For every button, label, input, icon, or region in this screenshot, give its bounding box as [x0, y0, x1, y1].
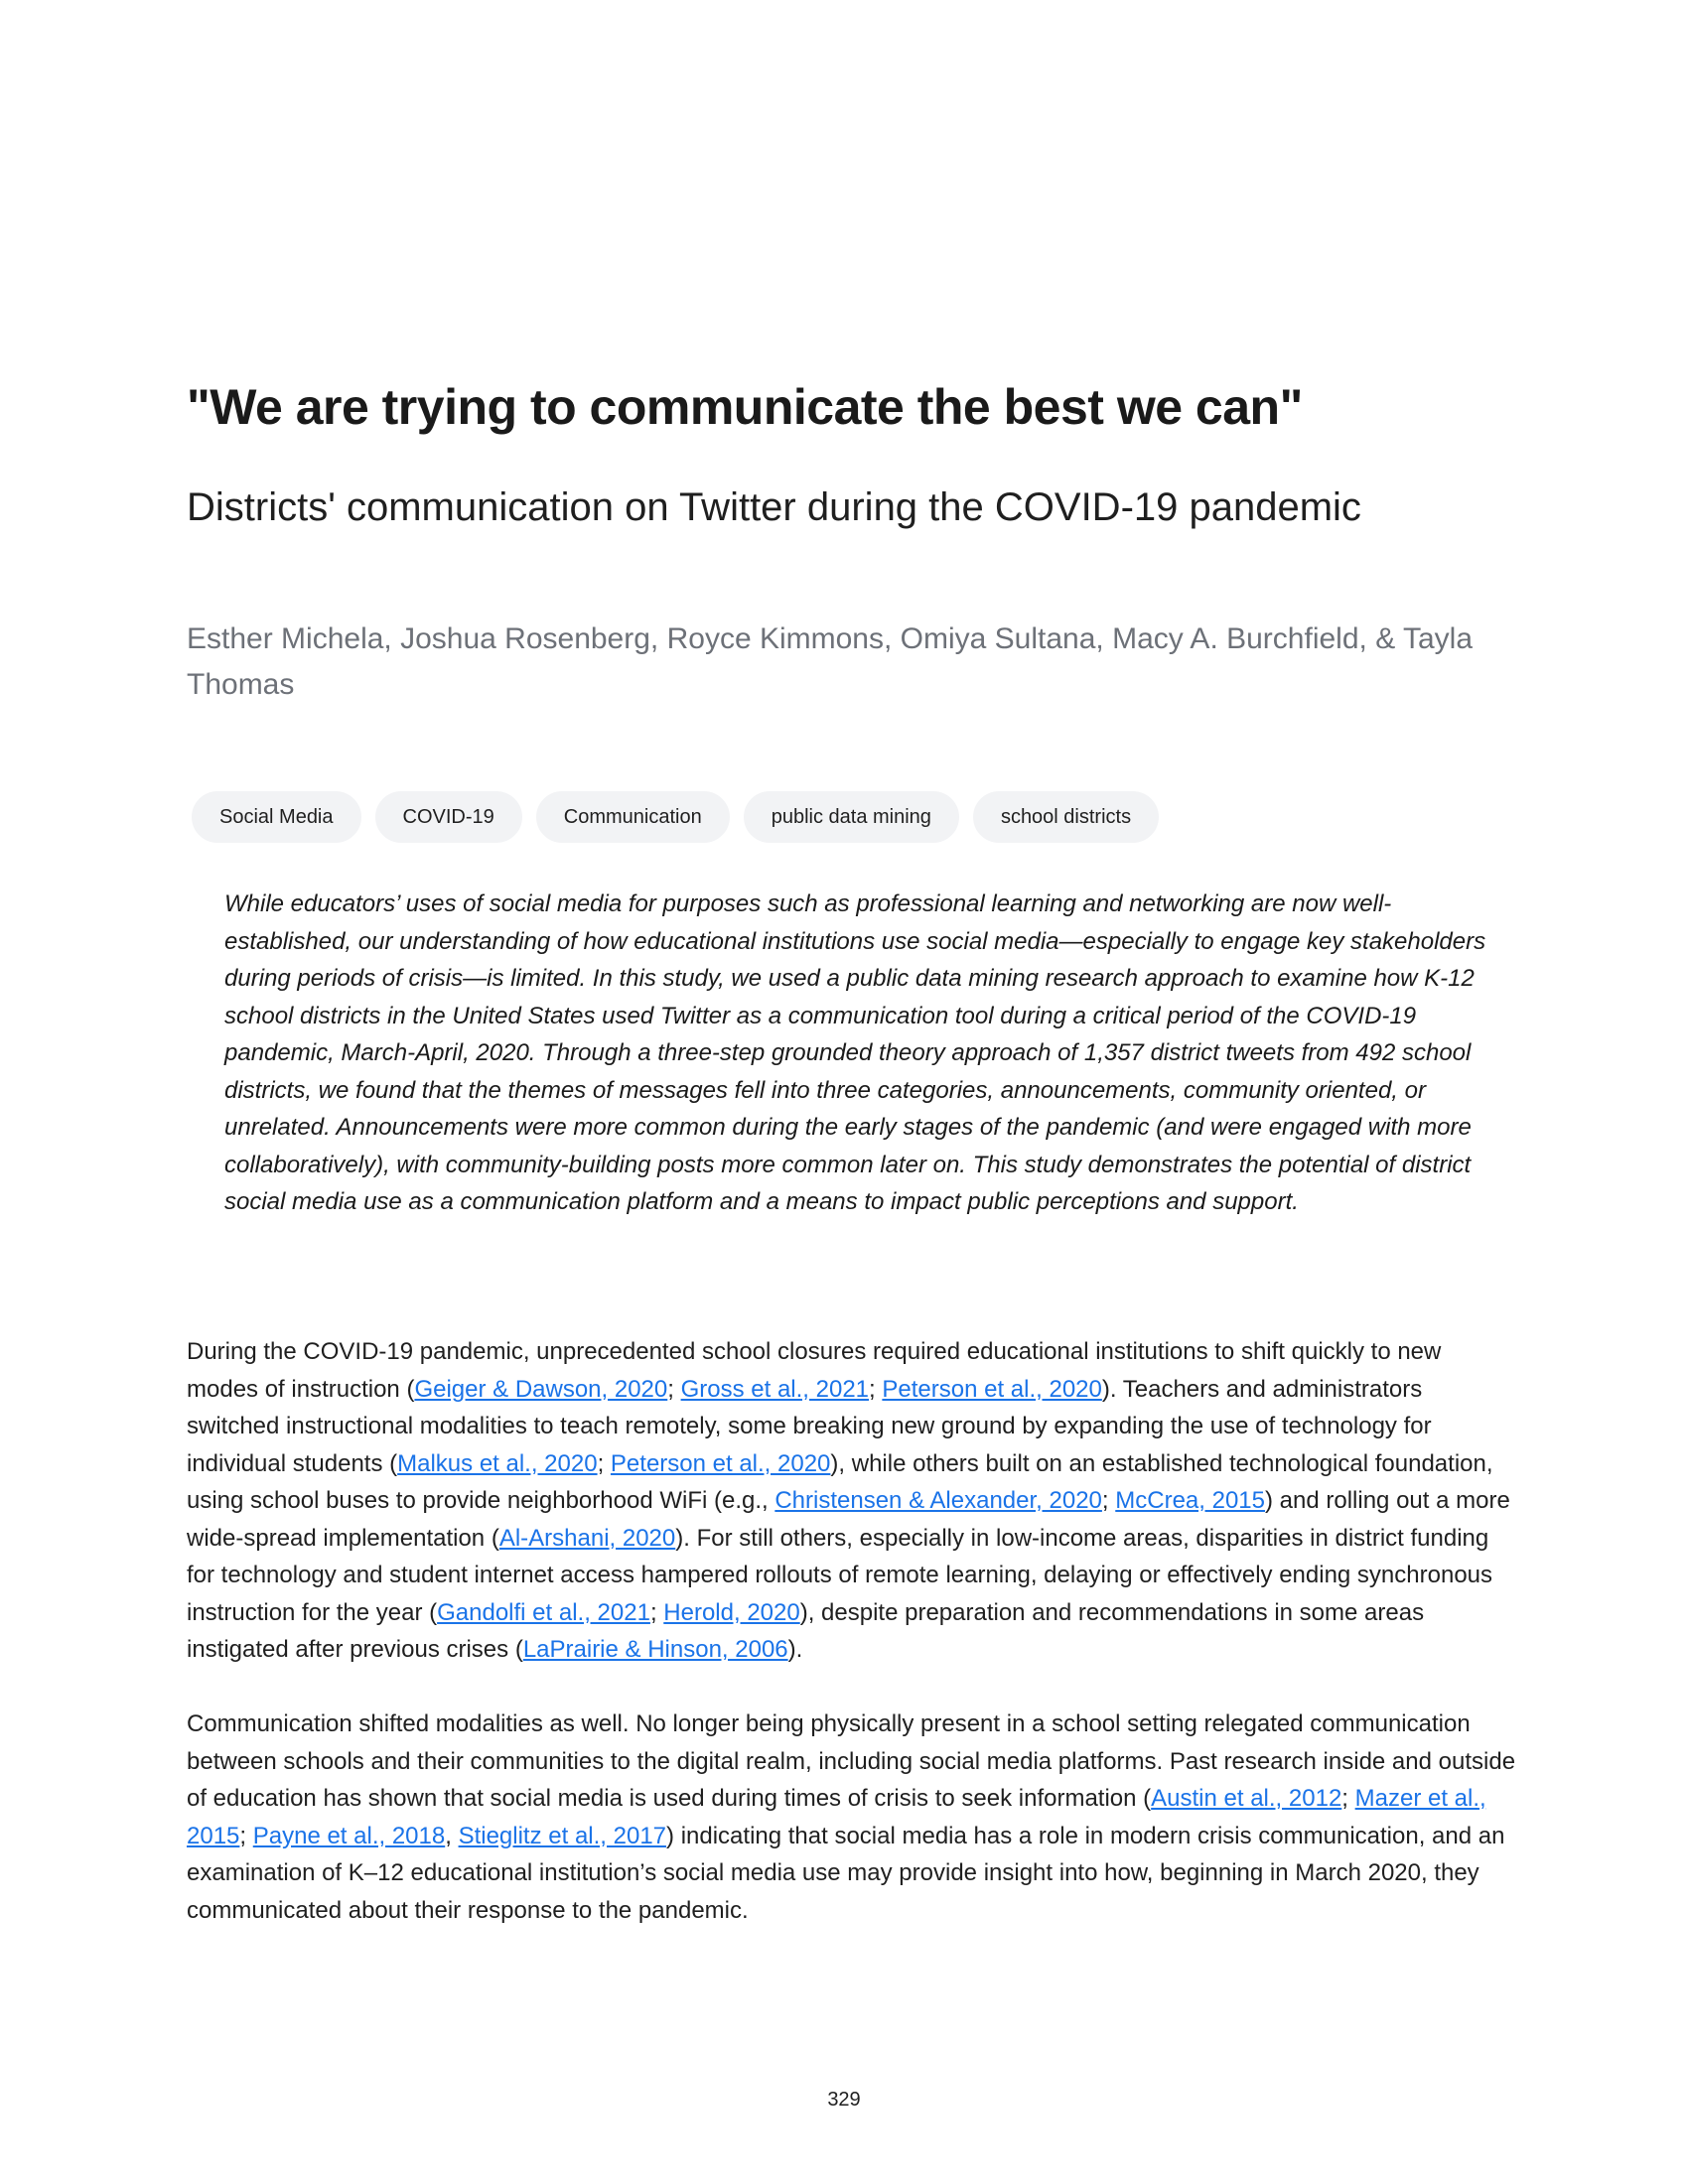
body-text: ;: [597, 1449, 611, 1477]
citation-link[interactable]: Malkus et al., 2020: [397, 1449, 598, 1477]
keyword-list: [192, 791, 1159, 843]
keyword-chip-public-data-mining[interactable]: public data mining: [744, 791, 959, 843]
body-text: ).: [787, 1636, 803, 1663]
citation-link[interactable]: LaPrairie & Hinson, 2006: [522, 1636, 788, 1663]
body-text: ;: [1341, 1785, 1355, 1812]
abstract: While educators’ uses of social media for purposes such as professional learning and networking are now well-established, our understanding of how educational institutions use social media—especially to engage key stakeholders during periods of crisis—is limited. In this study, we used a public data mining research approach to examine how K-12 school districts in the United States used Twitter as a communication tool during a critical period of the COVID-19 pandemic, March-April, 2020. Through a three-step grounded theory approach of 1,357 district tweets from 492 school districts, we found that the themes of messages fell into three categories, announcements, community oriented, or unrelated. Announcements were more common during the early stages of the pandemic (and were engaged with more collaboratively), with community-building posts more common later on. This study demonstrates the potential of district social media use as a communication platform and a means to impact public perceptions and support.: [224, 890, 1486, 1215]
citation-link[interactable]: Gross et al., 2021: [680, 1375, 870, 1403]
body-text: ;: [869, 1375, 883, 1403]
citation-link[interactable]: Mazer et al., 2015: [187, 1785, 1486, 1849]
page-number: 329: [827, 2089, 861, 2111]
body-text: Communication shifted modalities as well. No longer being physically present in a school setting relegated communication between schools and their communities to the digital realm, including social media platforms. Past research inside and outside of education has shown that social media is used during times of crisis to seek information (: [187, 1710, 1516, 1812]
keyword-chip-social-media[interactable]: Social Media: [192, 791, 361, 843]
body-text: ). For still others, especially in low-income areas, disparities in district funding for technology and student internet access hampered rollouts of remote learning, delaying or effectively ending synchronous instruction for the year (: [187, 1524, 1493, 1626]
keyword-chip-covid-19[interactable]: COVID-19: [375, 791, 522, 843]
body-text: ;: [667, 1375, 681, 1403]
citation-link[interactable]: McCrea, 2015: [1115, 1487, 1265, 1514]
body-text: ). Teachers and administrators switched instructional modalities to teach remotely, some breaking new ground by expanding the use of technology for individual students (: [187, 1375, 1432, 1477]
keyword-chip-school-districts[interactable]: school districts: [973, 791, 1159, 843]
citation-link[interactable]: Christensen & Alexander, 2020: [774, 1487, 1102, 1514]
citation-link[interactable]: Geiger & Dawson, 2020: [414, 1375, 668, 1403]
citation-link[interactable]: Stieglitz et al., 2017: [458, 1822, 667, 1849]
citation-link[interactable]: Gandolfi et al., 2021: [437, 1598, 650, 1626]
body-text: ), despite preparation and recommendations in some areas instigated after previous crises (: [187, 1598, 1425, 1663]
article-subtitle: Districts' communication on Twitter during the COVID-19 pandemic: [187, 485, 1361, 529]
body-text: ), while others built on an established technological foundation, using school buses to provide neighborhood WiFi (e.g.,: [187, 1449, 1493, 1514]
citation-link[interactable]: Peterson et al., 2020: [610, 1449, 831, 1477]
keyword-chip-communication[interactable]: Communication: [536, 791, 730, 843]
body-text: ,: [445, 1822, 459, 1849]
body-text: ) and rolling out a more wide-spread implementation (: [187, 1487, 1510, 1552]
body-text: ) indicating that social media has a role in modern crisis communication, and an examination of K–12 educational institution’s social media use may provide insight into how, beginning in March 2020, they communicated about their response to the pandemic.: [187, 1822, 1505, 1924]
citation-link[interactable]: Herold, 2020: [663, 1598, 800, 1626]
citation-link[interactable]: Al-Arshani, 2020: [498, 1524, 676, 1552]
citation-link[interactable]: Peterson et al., 2020: [882, 1375, 1102, 1403]
body-paragraph-2: [187, 1706, 1517, 1929]
body-paragraph-1: [187, 1333, 1517, 1669]
body-text: During the COVID-19 pandemic, unprecedented school closures required educational institutions to shift quickly to new modes of instruction (: [187, 1338, 1442, 1403]
body-text: ;: [239, 1822, 253, 1849]
article-title: "We are trying to communicate the best we can": [187, 379, 1303, 435]
body-text: ;: [649, 1598, 664, 1626]
body-text: ;: [1101, 1487, 1116, 1514]
citation-link[interactable]: Payne et al., 2018: [252, 1822, 446, 1849]
citation-link[interactable]: Austin et al., 2012: [1151, 1785, 1342, 1812]
author-list: Esther Michela, Joshua Rosenberg, Royce Kimmons, Omiya Sultana, Macy A. Burchfield, & Tayla Thomas: [187, 622, 1474, 701]
